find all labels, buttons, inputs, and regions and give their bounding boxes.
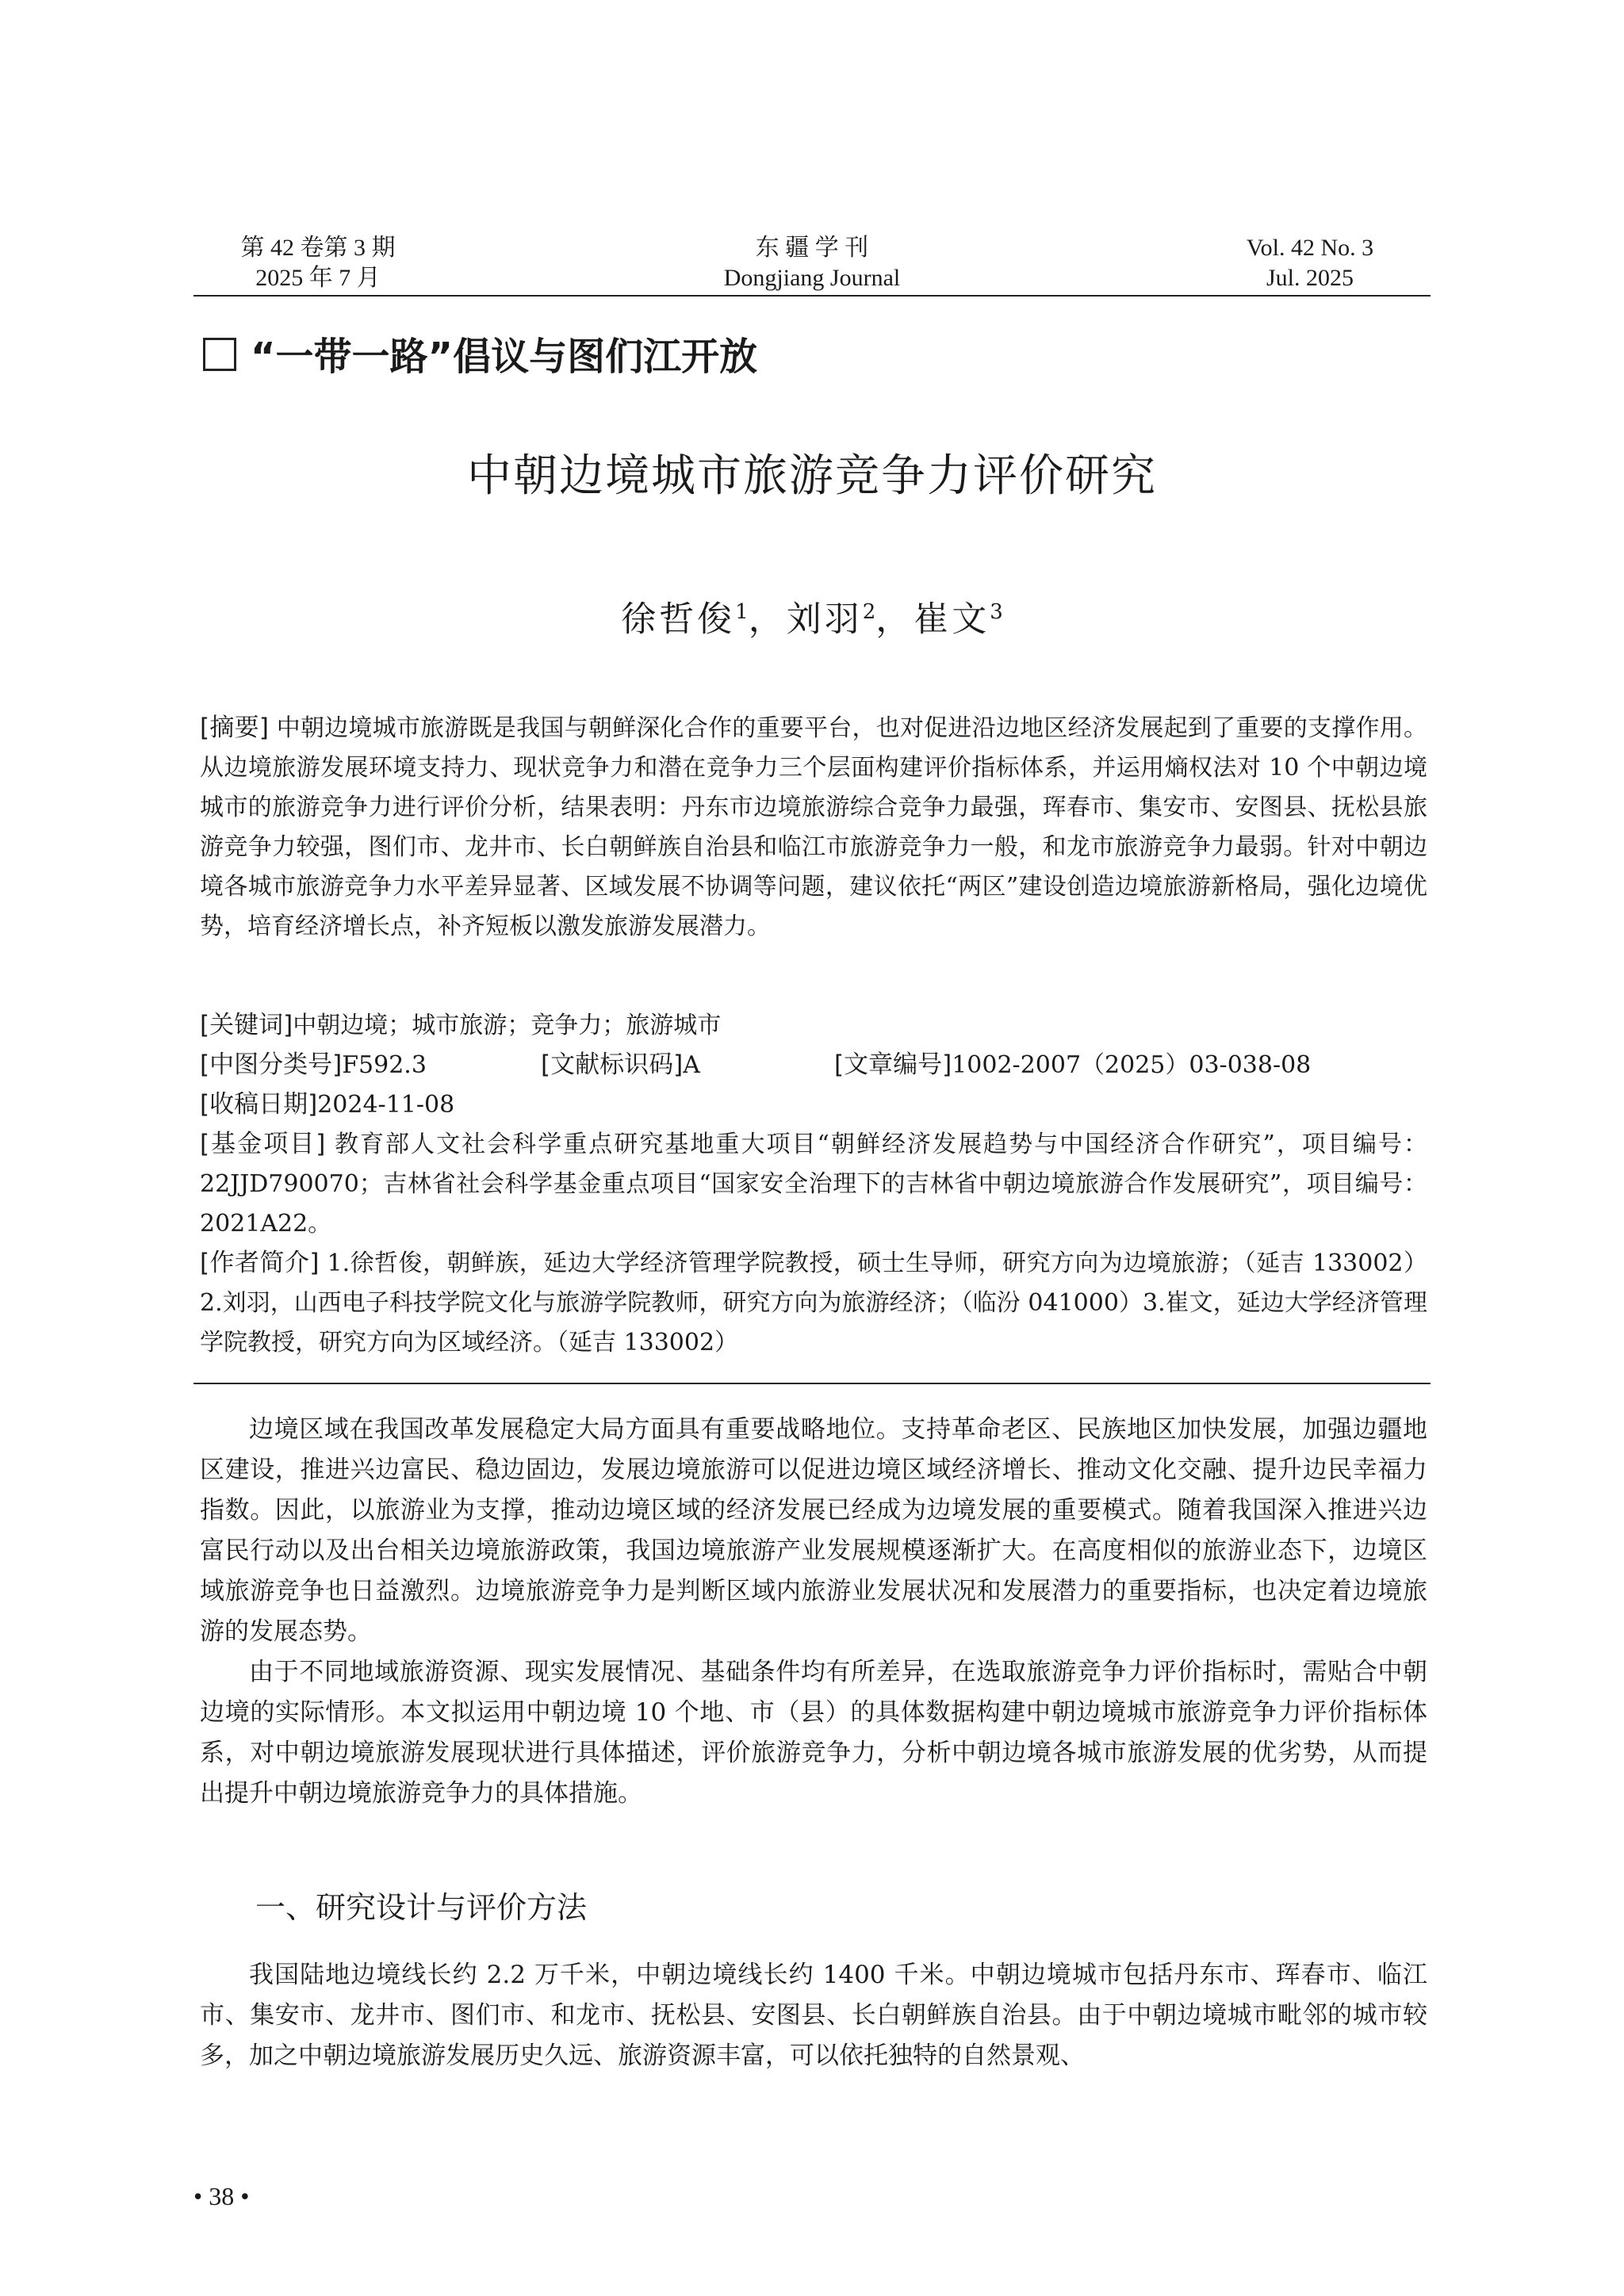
journal-volume-info <box>235 233 401 293</box>
author-bio-text: 1.徐哲俊，朝鲜族，延边大学经济管理学院教授，硕士生导师，研究方向为边境旅游；（延吉 133002）2.刘羽，山西电子科技学院文化与旅游学院教师，研究方向为旅游经济；（临汾 041000）3.崔文，延边大学经济管理学院教授，研究方向为区域经济。（延吉 133002） <box>200 1249 1427 1357</box>
received-date <box>200 1085 1427 1125</box>
journal-name-cn: 东 疆 学 刊 <box>755 235 869 261</box>
keywords <box>200 1005 1427 1046</box>
section-heading: 一、研究设计与评价方法 <box>255 1890 588 1925</box>
author-bio <box>200 1243 1427 1363</box>
publish-date: 2025 年 7 月 <box>255 265 381 291</box>
keywords-text: 中朝边境；城市旅游；竞争力；旅游城市 <box>293 1012 722 1039</box>
section-tag <box>203 333 757 381</box>
abstract-label: [摘要] <box>200 714 269 742</box>
funding-text: 教育部人文社会科学重点研究基地重大项目“朝鲜经济发展趋势与中国经济合作研究”，项目编号：22JJD790070；吉林省社会科学基金重点项目“国家安全治理下的吉林省中朝边境旅游合作发展研究”，项目编号：2021A22。 <box>200 1131 1427 1238</box>
journal-volume-info-en <box>1231 233 1389 293</box>
publish-date-en: Jul. 2025 <box>1266 265 1354 291</box>
header-rule <box>193 295 1431 297</box>
square-icon <box>203 338 236 371</box>
clc-label: [中图分类号] <box>200 1050 343 1079</box>
doc-code-label: [文献标识码] <box>541 1050 684 1079</box>
journal-name <box>653 233 971 293</box>
funding-label: [基金项目] <box>200 1130 326 1158</box>
section-tag-text: “一带一路”倡议与图们江开放 <box>251 335 758 379</box>
article-no-label: [文章编号] <box>834 1050 952 1079</box>
author-separator: ， <box>875 599 914 640</box>
author-name: 崔文 <box>914 599 990 640</box>
author-separator: ， <box>748 599 787 640</box>
clc-value: F592.3 <box>342 1051 427 1079</box>
author-affiliation-mark: 1 <box>735 600 749 624</box>
received-label: [收稿日期] <box>200 1090 318 1119</box>
author-bio-label: [作者简介] <box>200 1249 320 1277</box>
article-no-value: 1002-2007（2025）03-038-08 <box>952 1051 1312 1079</box>
body-text-2 <box>200 1955 1427 2076</box>
author-name: 刘羽 <box>786 599 863 640</box>
doc-code-value: A <box>683 1051 700 1079</box>
article-title: 中朝边境城市旅游竞争力评价研究 <box>467 450 1157 502</box>
abstract <box>200 708 1427 947</box>
abstract-rule <box>193 1383 1431 1384</box>
funding <box>200 1124 1427 1244</box>
classification-row <box>200 1045 1427 1085</box>
journal-name-en: Dongjiang Journal <box>723 265 901 291</box>
author-affiliation-mark: 3 <box>990 600 1003 624</box>
received-value: 2024-11-08 <box>317 1091 455 1119</box>
author-list <box>0 588 1624 644</box>
paragraph: 边境区域在我国改革发展稳定大局方面具有重要战略地位。支持革命老区、民族地区加快发展，加强边疆地区建设，推进兴边富民、稳边固边，发展边境旅游可以促进边境区域经济增长、推动文化交融、提升边民幸福力指数。因此，以旅游业为支撑，推动边境区域的经济发展已经成为边境发展的重要模式。随着我国深入推进兴边富民行动以及出台相关边境旅游政策，我国边境旅游产业发展规模逐渐扩大。在高度相似的旅游业态下，边境区域旅游竞争也日益激烈。边境旅游竞争力是判断区域内旅游业发展状况和发展潜力的重要指标，也决定着边境旅游的发展态势。 <box>200 1415 1427 1646</box>
volume-issue-en: Vol. 42 No. 3 <box>1246 235 1374 261</box>
author-name: 徐哲俊 <box>621 599 736 640</box>
body-text-1 <box>200 1410 1427 1814</box>
abstract-text: 中朝边境城市旅游既是我国与朝鲜深化合作的重要平台，也对促进沿边地区经济发展起到了重要的支撑作用。从边境旅游发展环境支持力、现状竞争力和潜在竞争力三个层面构建评价指标体系，并运用熵权法对 10 个中朝边境城市的旅游竞争力进行评价分析，结果表明：丹东市边境旅游综合竞争力最强，珲春市、集安市、安图县、抚松县旅游竞争力较强，图们市、龙井市、长白朝鲜族自治县和临江市旅游竞争力一般，和龙市旅游竞争力最弱。针对中朝边境各城市旅游竞争力水平差异显著、区域发展不协调等问题，建议依托“两区”建设创造边境旅游新格局，强化边境优势，培育经济增长点，补齐短板以激发旅游发展潜力。 <box>200 714 1427 940</box>
volume-issue: 第 42 卷第 3 期 <box>240 235 396 261</box>
paragraph: 我国陆地边境线长约 2.2 万千米，中朝边境线长约 1400 千米。中朝边境城市包括丹东市、珲春市、临江市、集安市、龙井市、图们市、和龙市、抚松县、安图县、长白朝鲜族自治县。由于中朝边境城市毗邻的城市较多，加之中朝边境旅游发展历史久远、旅游资源丰富，可以依托独特的自然景观、 <box>200 1961 1427 2070</box>
page-number: • 38 • <box>193 2182 250 2210</box>
paragraph: 由于不同地域旅游资源、现实发展情况、基础条件均有所差异，在选取旅游竞争力评价指标时，需贴合中朝边境的实际情形。本文拟运用中朝边境 10 个地、市（县）的具体数据构建中朝边境城市旅游竞争力评价指标体系，对中朝边境旅游发展现状进行具体描述，评价旅游竞争力，分析中朝边境各城市旅游发展的优劣势，从而提出提升中朝边境旅游竞争力的具体措施。 <box>200 1658 1427 1808</box>
author-affiliation-mark: 2 <box>862 600 876 624</box>
keywords-label: [关键词] <box>200 1011 293 1039</box>
